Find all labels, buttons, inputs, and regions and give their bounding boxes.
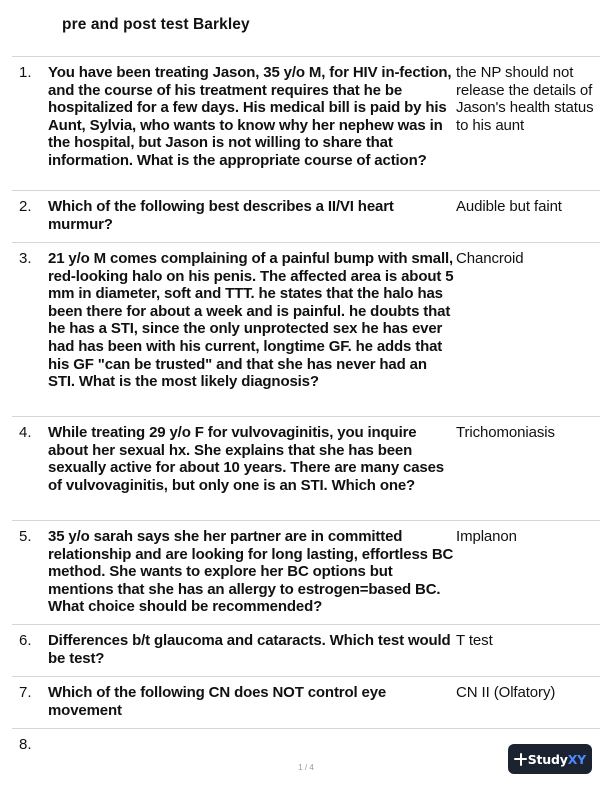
question-number: 3.: [19, 250, 32, 267]
page-indicator: 1 / 4: [298, 763, 314, 772]
question-number: 4.: [19, 424, 32, 441]
question-text: 35 y/o sarah says she her partner are in committed relationship and are looking for long lasting, effortless BC method. She wants to explore her BC options but mentions that she has an allergy to estrogen=based BC. What choice should be recommended?: [48, 528, 454, 616]
answer-text: Trichomoniasis: [456, 424, 555, 441]
qa-row: [12, 625, 600, 677]
question-number: 1.: [19, 64, 32, 81]
answer-text: the NP should not release the details of Jason's health status to his aunt: [456, 64, 594, 134]
document-title: pre and post test Barkley: [62, 16, 250, 33]
question-text: 21 y/o M comes complaining of a painful bump with small, red-looking halo on his penis. The affected area is about 5 mm in diameter, soft and TTT. he states that the halo has been there for about a week and is painful. he doubts that he has a STI, since the only unprotected sex he has ever had has been with his current, longtime GF. he adds that his GF "can be trusted" and that she has never had an STI. What is the most likely diagnosis?: [48, 250, 454, 391]
qa-row: [12, 191, 600, 243]
qa-row: [12, 57, 600, 191]
question-text: While treating 29 y/o F for vulvovaginitis, you inquire about her sexual hx. She explains that she has been sexually active for about 10 years. There are many cases of vulvovaginitis, but only one is an STI. Which one?: [48, 424, 444, 494]
qa-row: [12, 677, 600, 729]
brand-name-accent: XY: [567, 751, 586, 767]
question-number: 8.: [19, 736, 32, 753]
brand-name-main: Study: [527, 751, 568, 767]
answer-text: Chancroid: [456, 250, 524, 267]
qa-row: [12, 521, 600, 625]
question-number: 2.: [19, 198, 32, 215]
question-text: You have been treating Jason, 35 y/o M, for HIV in-fection, and the course of his treatment requires that he be hospitalized for a few days. His medical bill is paid by his Aunt, Sylvia, who wants to know why her nephew was in the hospital, but Jason is not willing to share that information. What is the appropriate course of action?: [48, 64, 452, 169]
qa-row: [12, 417, 600, 521]
answer-text: T test: [456, 632, 493, 649]
brand-name: [528, 752, 586, 767]
question-number: 7.: [19, 684, 32, 701]
question-number: 6.: [19, 632, 32, 649]
answer-text: Implanon: [456, 528, 517, 545]
question-text: Differences b/t glaucoma and cataracts. Which test would be test?: [48, 632, 451, 667]
qa-list: [12, 57, 600, 769]
answer-text: CN II (Olfatory): [456, 684, 556, 701]
studyxy-badge[interactable]: [508, 744, 592, 774]
question-text: Which of the following best describes a II/VI heart murmur?: [48, 198, 394, 233]
question-text: Which of the following CN does NOT control eye movement: [48, 684, 387, 719]
answer-text: Audible but faint: [456, 198, 562, 215]
plus-icon: [514, 753, 523, 766]
question-number: 5.: [19, 528, 32, 545]
qa-row: [12, 243, 600, 417]
